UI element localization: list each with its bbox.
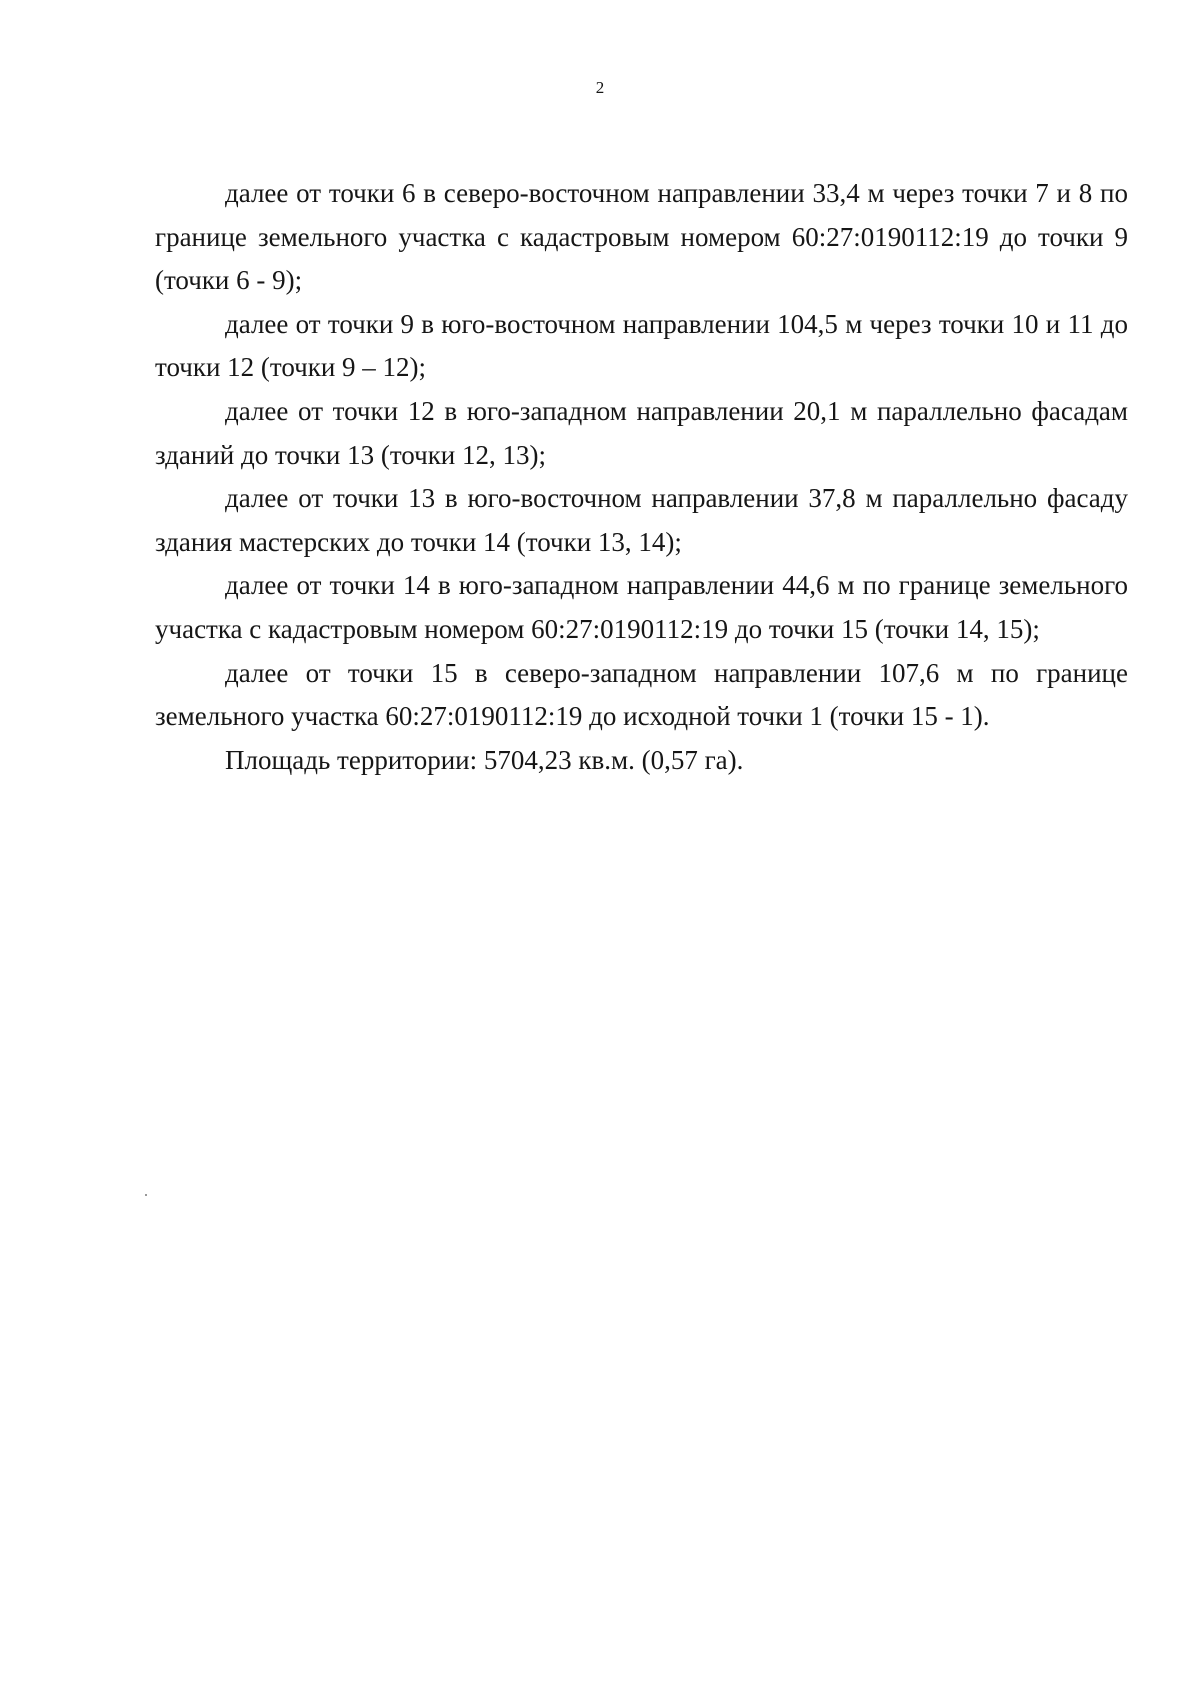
paragraph-boundary-15-1: далее от точки 15 в северо-западном направлении 107,6 м по границе земельного участка 60:27:0190112:19 до исходной точки 1 (точки 15 - 1). [155,657,1128,732]
paragraph-boundary-9-12: далее от точки 9 в юго-восточном направлении 104,5 м через точки 10 и 11 до точки 12 (точки 9 – 12); [155,308,1128,383]
paragraph-area: Площадь территории: 5704,23 кв.м. (0,57 га). [225,744,744,775]
scan-speck [145,1194,147,1196]
paragraph-boundary-14-15: далее от точки 14 в юго-западном направлении 44,6 м по границе земельного участка с кадастровым номером 60:27:0190112:19 до точки 15 (точки 14, 15); [155,570,1128,644]
paragraph-boundary-12-13: далее от точки 12 в юго-западном направлении 20,1 м параллельно фасадам зданий до точки 13 (точки 12, 13); [155,395,1128,470]
document-body [155,172,1128,782]
paragraph-boundary-13-14: далее от точки 13 в юго-восточном направлении 37,8 м параллельно фасаду здания мастерских до точки 14 (точки 13, 14); [155,483,1128,557]
page-number: 2 [595,78,605,97]
paragraph-boundary-6-9: далее от точки 6 в северо-восточном направлении 33,4 м через точки 7 и 8 по границе земельного участка с кадастровым номером 60:27:0190112:19 до точки 9 (точки 6 - 9); [155,178,1128,296]
